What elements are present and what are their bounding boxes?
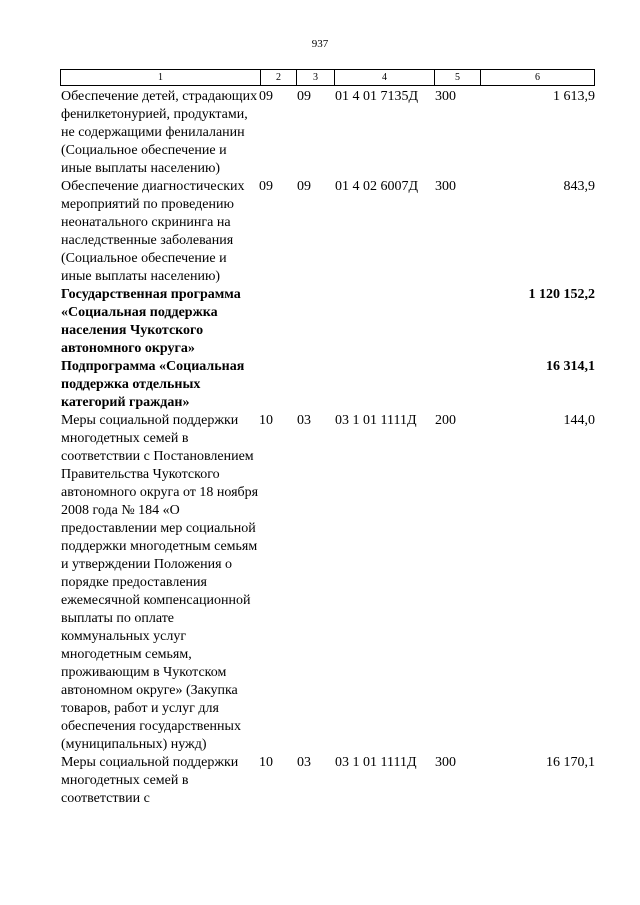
row-razdel: 09 (259, 179, 273, 194)
row-razdel (259, 358, 297, 412)
row-podrazdel: 09 (297, 89, 311, 104)
row-vr: 200 (435, 413, 456, 428)
row-csr (335, 358, 435, 412)
row-vr: 300 (435, 179, 456, 194)
page-number: 937 (311, 38, 329, 50)
table-body (60, 88, 595, 808)
table-row (60, 88, 595, 178)
header-col-5: 5 (435, 70, 481, 85)
row-razdel (259, 286, 297, 358)
row-podrazdel: 03 (297, 755, 311, 770)
row-name: Обеспечение детей, страдающих фенилкетонурией, продуктами, не содержащими фенилаланин (Социальное обеспечение и иные выплаты населению) (61, 89, 258, 176)
row-podrazdel: 03 (297, 413, 311, 428)
header-col-2: 2 (261, 70, 297, 85)
table-row (60, 412, 595, 754)
table-row (60, 178, 595, 286)
row-csr (335, 286, 435, 358)
row-sum: 1 613,9 (553, 89, 595, 104)
row-vr (435, 358, 481, 412)
row-vr: 300 (435, 89, 456, 104)
row-csr: 03 1 01 1111Д (335, 413, 417, 428)
header-col-4: 4 (335, 70, 435, 85)
row-razdel: 10 (259, 413, 273, 428)
table-header (60, 69, 595, 86)
table-row-program (60, 286, 595, 358)
row-podrazdel: 09 (297, 179, 311, 194)
row-name: Подпрограмма «Социальная поддержка отдельных категорий граждан» (61, 359, 245, 410)
header-col-6: 6 (535, 72, 540, 83)
row-sum: 144,0 (563, 413, 595, 428)
header-col-3: 3 (297, 70, 335, 85)
header-col-1: 1 (61, 70, 261, 85)
row-name: Меры социальной поддержки многодетных семей в соответствии с (61, 755, 239, 806)
row-csr: 01 4 01 7135Д (335, 89, 419, 104)
row-vr: 300 (435, 755, 456, 770)
row-vr (435, 286, 481, 358)
row-sum: 843,9 (563, 179, 595, 194)
row-name: Обеспечение диагностических мероприятий по проведению неонатального скрининга на наследственные заболевания (Социальное обеспечение и иные выплаты населению) (61, 179, 245, 284)
row-sum: 1 120 152,2 (528, 287, 595, 302)
row-podrazdel (297, 286, 335, 358)
row-name: Государственная программа «Социальная поддержка населения Чукотского автономного округа» (61, 287, 241, 356)
row-podrazdel (297, 358, 335, 412)
row-csr: 01 4 02 6007Д (335, 179, 419, 194)
row-name: Меры социальной поддержки многодетных семей в соответствии с Постановлением Правительства Чукотского автономного округа от 18 ноября 2008 года № 184 «О предоставлении мер социальной поддержки многодетным семьям и утверждении Положения о порядке предоставления ежемесячной компенсационной выплаты по оплате коммунальных услуг многодетным семьям, проживающим в Чукотском автономном округе» (Закупка товаров, работ и услуг для обеспечения государственных (муниципальных) нужд) (61, 413, 259, 752)
table-row-subprogram (60, 358, 595, 412)
row-sum: 16 314,1 (546, 359, 595, 374)
row-razdel: 10 (259, 755, 273, 770)
row-csr: 03 1 01 1111Д (335, 755, 417, 770)
row-sum: 16 170,1 (546, 755, 595, 770)
table-row (60, 754, 595, 808)
row-razdel: 09 (259, 89, 273, 104)
